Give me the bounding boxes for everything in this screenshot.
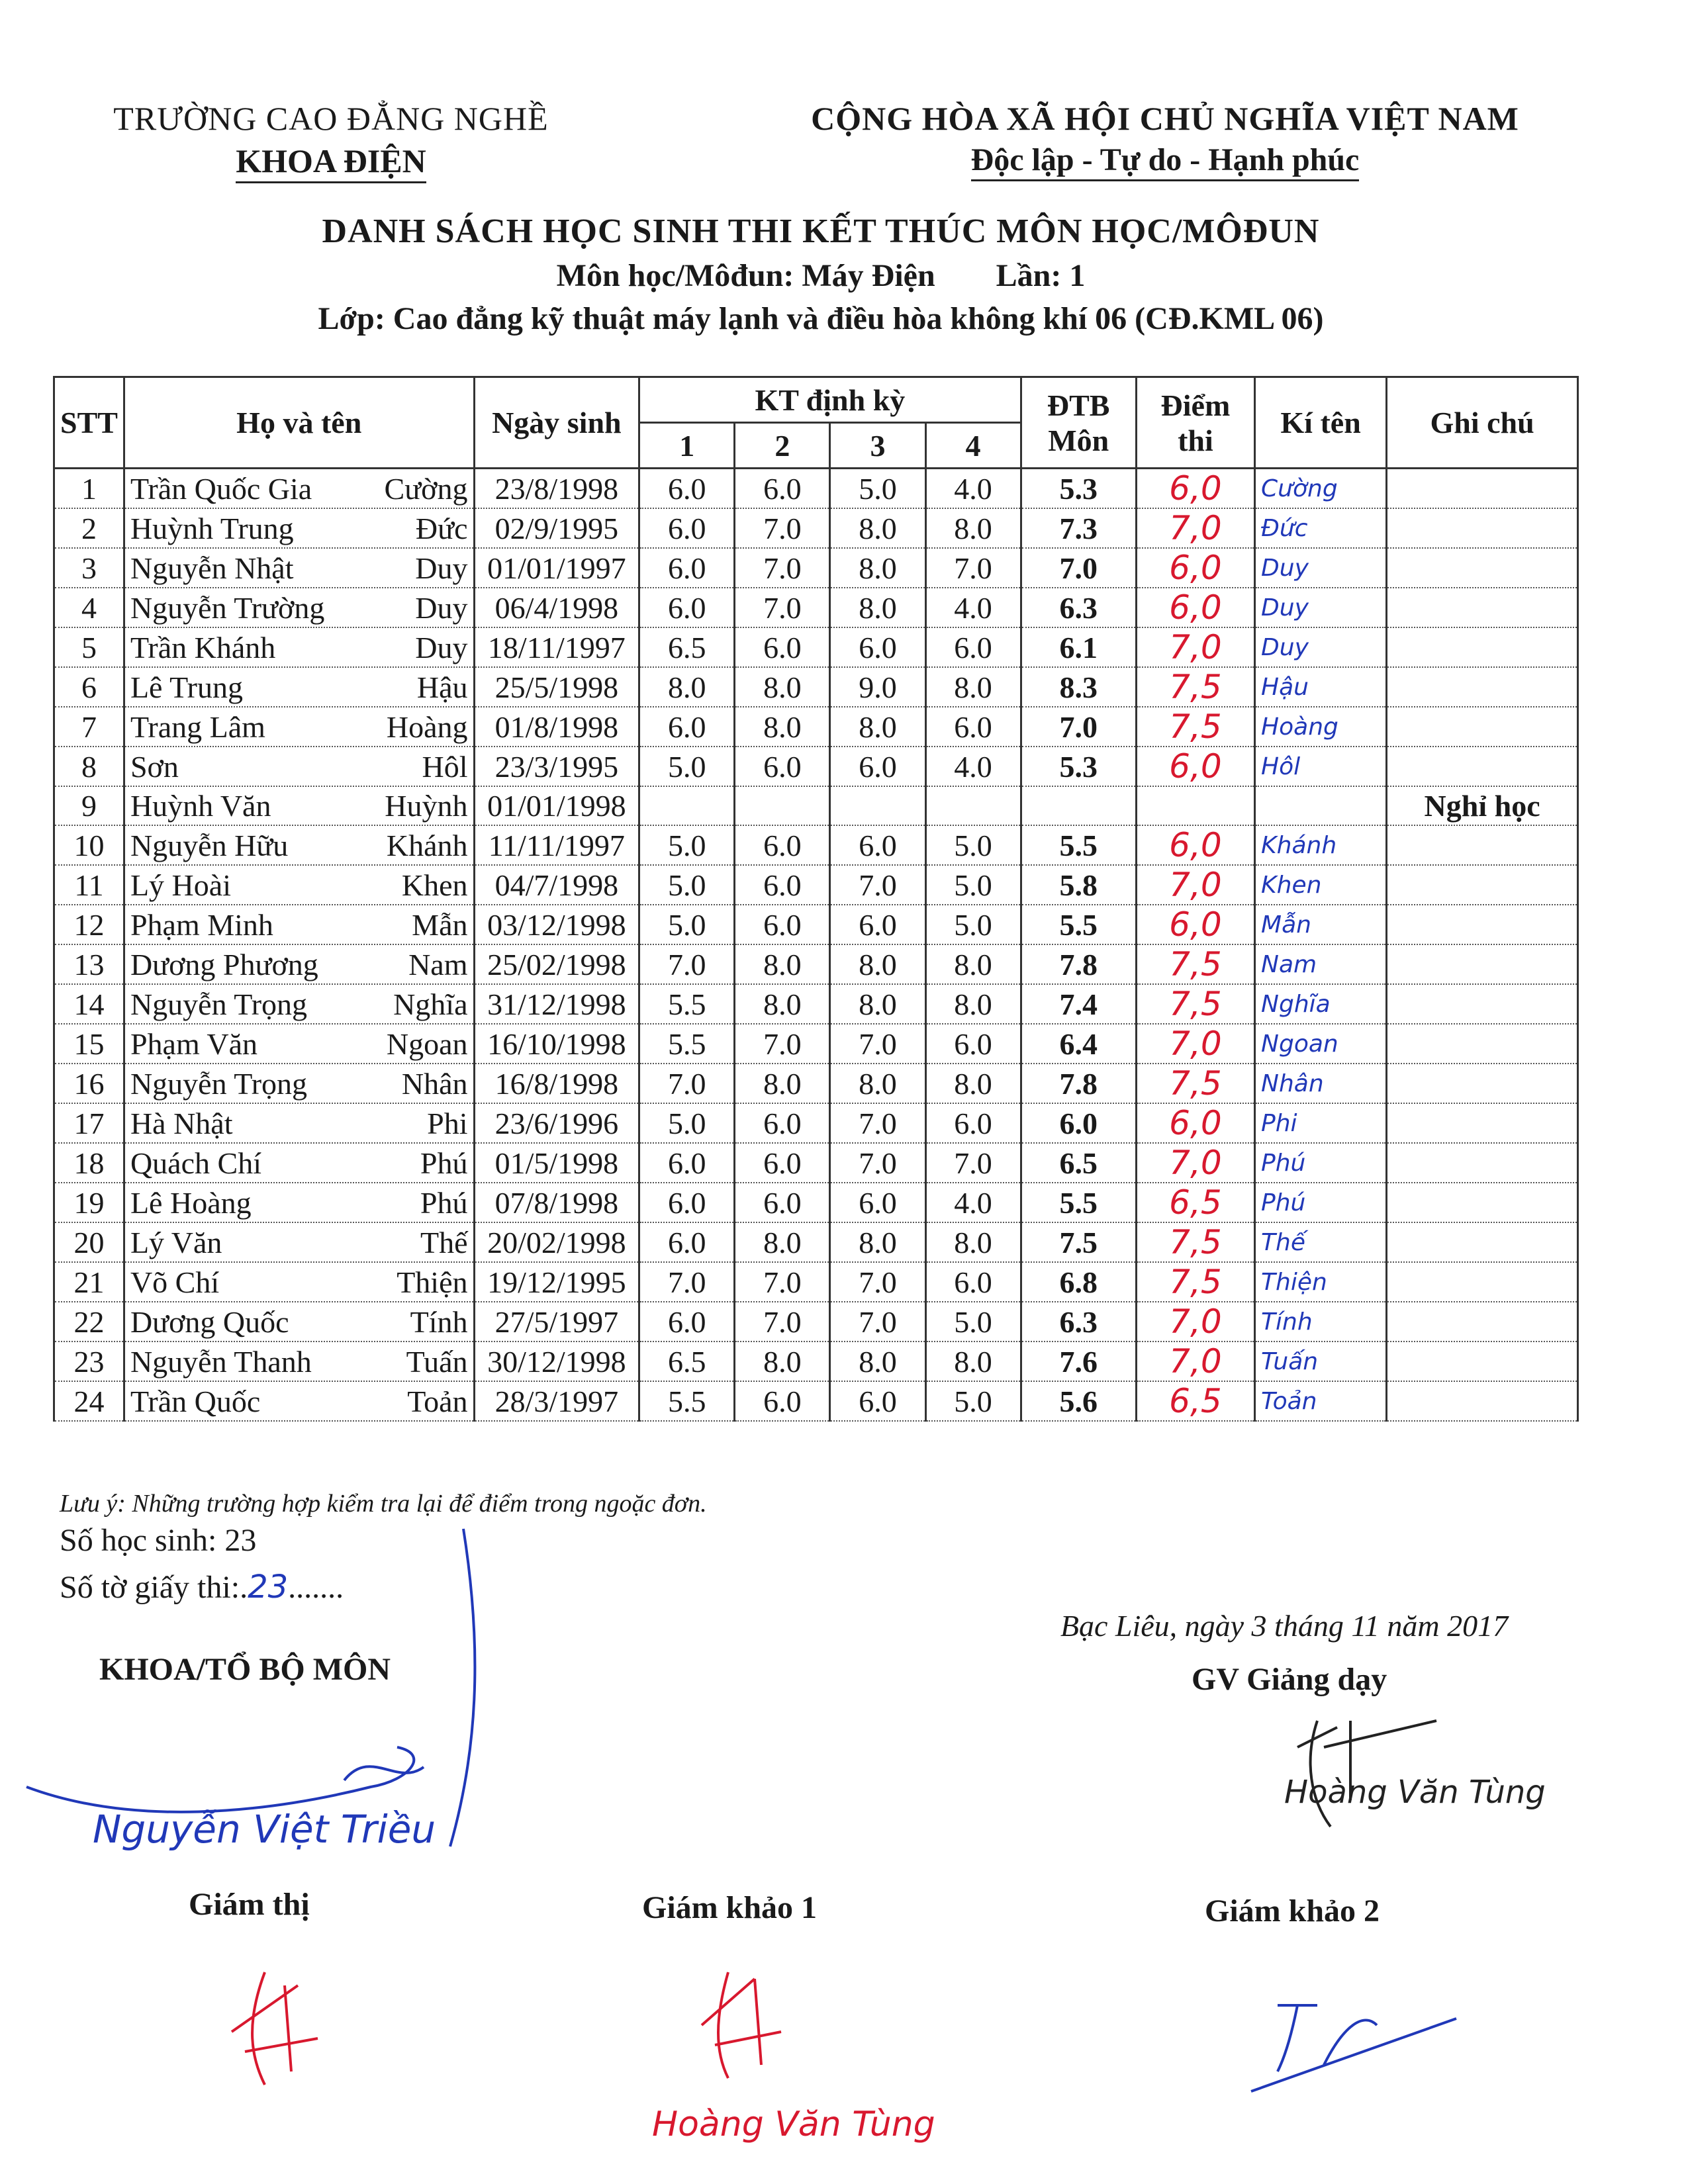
row-kt-2: 8.0 <box>735 1222 830 1262</box>
row-exam-score: 7,5 <box>1136 984 1254 1024</box>
sheet-count-value: 23 <box>248 1569 289 1606</box>
row-last-name: Phạm Văn <box>130 1026 258 1061</box>
row-dob: 07/8/1998 <box>474 1183 639 1222</box>
row-kt-4: 5.0 <box>925 1302 1021 1342</box>
col-sign: Kí tên <box>1255 377 1387 469</box>
row-exam-score: 7,0 <box>1136 508 1254 548</box>
row-signature: Phi <box>1255 1103 1387 1143</box>
row-kt-2: 8.0 <box>735 984 830 1024</box>
dept-signer-signature: Nguyễn Việt Triều <box>93 1807 436 1852</box>
row-first-name: Phú <box>420 1185 468 1220</box>
row-exam-score: 6,5 <box>1136 1381 1254 1421</box>
row-kt-1: 8.0 <box>639 667 735 707</box>
row-kt-2: 6.0 <box>735 1103 830 1143</box>
row-stt: 22 <box>54 1302 124 1342</box>
row-last-name: Nguyễn Trọng <box>130 1066 308 1101</box>
row-kt-3: 7.0 <box>830 1262 925 1302</box>
row-last-name: Lý Hoài <box>130 868 231 902</box>
row-kt-3: 9.0 <box>830 667 925 707</box>
row-last-name: Nguyễn Hữu <box>130 828 289 862</box>
row-dtb: 7.3 <box>1021 508 1136 548</box>
row-kt-2: 6.0 <box>735 627 830 667</box>
row-dtb: 6.3 <box>1021 1302 1136 1342</box>
row-kt-2: 6.0 <box>735 469 830 509</box>
row-dtb: 5.5 <box>1021 905 1136 944</box>
row-kt-3: 6.0 <box>830 1183 925 1222</box>
row-signature: Nghĩa <box>1255 984 1387 1024</box>
row-dtb: 8.3 <box>1021 667 1136 707</box>
examiner2-signature-mark <box>1251 2005 1456 2091</box>
row-exam-score: 7,5 <box>1136 944 1254 984</box>
row-kt-4: 5.0 <box>925 905 1021 944</box>
row-kt-3: 7.0 <box>830 865 925 905</box>
row-kt-4: 8.0 <box>925 944 1021 984</box>
row-dob: 31/12/1998 <box>474 984 639 1024</box>
row-dtb: 7.0 <box>1021 548 1136 588</box>
row-kt-1: 5.0 <box>639 865 735 905</box>
sheet-count-label: Số tờ giấy thi:. <box>60 1570 248 1605</box>
row-kt-3: 8.0 <box>830 508 925 548</box>
row-last-name: Nguyễn Trường <box>130 590 325 625</box>
row-dtb: 5.5 <box>1021 825 1136 865</box>
document-title: DANH SÁCH HỌC SINH THI KẾT THÚC MÔN HỌC/MÔĐUN <box>322 212 1320 250</box>
row-signature: Phú <box>1255 1143 1387 1183</box>
row-stt: 24 <box>54 1381 124 1421</box>
row-stt: 10 <box>54 825 124 865</box>
row-first-name: Tuấn <box>406 1344 468 1379</box>
row-stt: 21 <box>54 1262 124 1302</box>
row-kt-1: 5.5 <box>639 1024 735 1064</box>
row-kt-1: 5.0 <box>639 905 735 944</box>
row-kt-4: 7.0 <box>925 548 1021 588</box>
dept-signature-mark <box>26 1747 424 1812</box>
row-kt-3: 8.0 <box>830 1342 925 1381</box>
row-dtb: 5.3 <box>1021 469 1136 509</box>
row-kt-1: 5.0 <box>639 1103 735 1143</box>
row-dob: 28/3/1997 <box>474 1381 639 1421</box>
row-signature: Toản <box>1255 1381 1387 1421</box>
row-signature: Mẫn <box>1255 905 1387 944</box>
col-kt: KT định kỳ <box>639 377 1021 423</box>
col-note: Ghi chú <box>1387 377 1578 469</box>
row-last-name: Lê Trung <box>130 670 243 704</box>
row-first-name: Duy <box>415 590 468 625</box>
student-count: Số học sinh: 23 <box>60 1523 257 1558</box>
row-stt: 14 <box>54 984 124 1024</box>
row-kt-4: 8.0 <box>925 508 1021 548</box>
col-exam: Điểm thi <box>1136 377 1254 469</box>
row-last-name: Trần Khánh <box>130 630 276 664</box>
row-last-name: Lý Văn <box>130 1225 222 1259</box>
row-kt-4: 8.0 <box>925 1222 1021 1262</box>
row-exam-score: 7,5 <box>1136 1064 1254 1103</box>
row-dtb: 5.3 <box>1021 747 1136 786</box>
row-dob: 18/11/1997 <box>474 627 639 667</box>
row-stt: 5 <box>54 627 124 667</box>
row-kt-2: 7.0 <box>735 548 830 588</box>
row-first-name: Đức <box>415 511 468 545</box>
row-first-name: Mẫn <box>412 907 468 942</box>
row-kt-2: 7.0 <box>735 1024 830 1064</box>
row-kt-1: 5.0 <box>639 747 735 786</box>
row-signature: Duy <box>1255 627 1387 667</box>
attempt-label: Lần: 1 <box>996 258 1086 293</box>
row-stt: 3 <box>54 548 124 588</box>
row-kt-2: 6.0 <box>735 1143 830 1183</box>
nation-name: CỘNG HÒA XÃ HỘI CHỦ NGHĨA VIỆT NAM <box>811 100 1519 137</box>
row-kt-4: 8.0 <box>925 1064 1021 1103</box>
row-dob: 30/12/1998 <box>474 1342 639 1381</box>
row-dob: 23/3/1995 <box>474 747 639 786</box>
row-kt-2: 6.0 <box>735 1381 830 1421</box>
row-dob: 23/6/1996 <box>474 1103 639 1143</box>
examiner1-label: Giám khảo 1 <box>642 1890 818 1925</box>
row-exam-score: 6,0 <box>1136 905 1254 944</box>
row-kt-3: 6.0 <box>830 747 925 786</box>
row-kt-4: 4.0 <box>925 469 1021 509</box>
row-kt-4: 6.0 <box>925 1024 1021 1064</box>
row-kt-1: 6.0 <box>639 1183 735 1222</box>
row-exam-score: 7,5 <box>1136 667 1254 707</box>
row-dob: 04/7/1998 <box>474 865 639 905</box>
row-kt-2: 7.0 <box>735 1302 830 1342</box>
row-exam-score: 6,0 <box>1136 469 1254 509</box>
row-first-name: Tính <box>410 1304 468 1339</box>
row-dob: 27/5/1997 <box>474 1302 639 1342</box>
row-kt-1: 6.0 <box>639 548 735 588</box>
row-first-name: Phú <box>420 1146 468 1180</box>
row-stt: 9 <box>54 786 124 825</box>
row-last-name: Phạm Minh <box>130 907 273 942</box>
row-kt-1: 6.0 <box>639 508 735 548</box>
row-kt-3: 8.0 <box>830 1222 925 1262</box>
proctor-label: Giám thị <box>189 1887 310 1922</box>
row-exam-score: 6,0 <box>1136 747 1254 786</box>
row-signature: Thế <box>1255 1222 1387 1262</box>
row-stt: 2 <box>54 508 124 548</box>
row-dob: 01/01/1997 <box>474 548 639 588</box>
row-kt-2: 6.0 <box>735 865 830 905</box>
row-first-name: Thiện <box>397 1265 468 1299</box>
row-kt-4: 5.0 <box>925 865 1021 905</box>
row-dtb: 7.8 <box>1021 1064 1136 1103</box>
row-signature: Hậu <box>1255 667 1387 707</box>
row-dob: 16/8/1998 <box>474 1064 639 1103</box>
row-last-name: Lê Hoàng <box>130 1185 252 1220</box>
row-first-name: Hậu <box>416 670 468 704</box>
row-first-name: Toản <box>407 1384 468 1418</box>
row-kt-4: 6.0 <box>925 1103 1021 1143</box>
row-exam-score: 6,0 <box>1136 1103 1254 1143</box>
row-kt-3: 6.0 <box>830 1381 925 1421</box>
row-kt-2: 8.0 <box>735 667 830 707</box>
row-exam-score: 6,0 <box>1136 548 1254 588</box>
row-kt-3: 6.0 <box>830 905 925 944</box>
row-last-name: Nguyễn Nhật <box>130 551 294 585</box>
row-first-name: Khánh <box>386 828 468 862</box>
row-kt-4: 4.0 <box>925 588 1021 627</box>
row-exam-score: 7,0 <box>1136 865 1254 905</box>
place-date: Bạc Liêu, ngày 3 tháng 11 năm 2017 <box>1060 1609 1509 1643</box>
row-kt-2: 7.0 <box>735 588 830 627</box>
row-stt: 18 <box>54 1143 124 1183</box>
row-kt-3: 7.0 <box>830 1302 925 1342</box>
row-kt-3: 8.0 <box>830 588 925 627</box>
row-kt-3: 6.0 <box>830 825 925 865</box>
row-exam-score: 6,0 <box>1136 825 1254 865</box>
row-dtb: 5.5 <box>1021 1183 1136 1222</box>
row-dob: 11/11/1997 <box>474 825 639 865</box>
row-signature: Ngoan <box>1255 1024 1387 1064</box>
footnote: Lưu ý: Những trường hợp kiểm tra lại để điểm trong ngoặc đơn. <box>60 1490 707 1518</box>
row-exam-score: 6,5 <box>1136 1183 1254 1222</box>
row-stt: 13 <box>54 944 124 984</box>
row-last-name: Dương Phương <box>130 947 318 981</box>
row-kt-2: 8.0 <box>735 944 830 984</box>
row-exam-score: 7,5 <box>1136 1222 1254 1262</box>
row-kt-2: 6.0 <box>735 905 830 944</box>
row-signature: Khánh <box>1255 825 1387 865</box>
row-kt-1: 7.0 <box>639 1064 735 1103</box>
row-last-name: Võ Chí <box>130 1265 220 1299</box>
row-first-name: Phi <box>427 1106 468 1140</box>
row-last-name: Trang Lâm <box>130 709 265 744</box>
row-first-name: Huỳnh <box>385 789 468 823</box>
row-kt-1: 6.5 <box>639 627 735 667</box>
col-kt-2: 2 <box>735 423 830 469</box>
row-first-name: Thế <box>420 1225 468 1259</box>
row-last-name: Trần Quốc Gia <box>130 471 312 506</box>
row-first-name: Hoàng <box>386 709 468 744</box>
examiner1-signature-mark <box>702 1972 781 2078</box>
row-dtb: 6.5 <box>1021 1143 1136 1183</box>
row-last-name: Quách Chí <box>130 1146 261 1180</box>
row-signature: Nhân <box>1255 1064 1387 1103</box>
row-first-name: Duy <box>415 630 468 664</box>
row-exam-score: 6,0 <box>1136 588 1254 627</box>
col-kt-3: 3 <box>830 423 925 469</box>
row-kt-3: 7.0 <box>830 1143 925 1183</box>
row-kt-2: 8.0 <box>735 1342 830 1381</box>
row-dob: 02/9/1995 <box>474 508 639 548</box>
school-name: TRƯỜNG CAO ĐẲNG NGHỀ <box>113 100 549 137</box>
row-last-name: Sơn <box>130 749 179 784</box>
row-first-name: Nam <box>408 947 468 981</box>
row-kt-4: 6.0 <box>925 707 1021 747</box>
row-exam-score: 7,0 <box>1136 1302 1254 1342</box>
row-stt: 6 <box>54 667 124 707</box>
row-exam-score: 7,0 <box>1136 1143 1254 1183</box>
row-kt-4: 4.0 <box>925 1183 1021 1222</box>
row-kt-2: 7.0 <box>735 1262 830 1302</box>
row-kt-4: 6.0 <box>925 1262 1021 1302</box>
row-signature: Tuấn <box>1255 1342 1387 1381</box>
row-dob: 23/8/1998 <box>474 469 639 509</box>
row-last-name: Dương Quốc <box>130 1304 289 1339</box>
row-signature: Duy <box>1255 548 1387 588</box>
row-first-name: Ngoan <box>386 1026 468 1061</box>
row-kt-4: 8.0 <box>925 1342 1021 1381</box>
row-dtb: 6.8 <box>1021 1262 1136 1302</box>
row-kt-3: 8.0 <box>830 1064 925 1103</box>
row-signature: Thiện <box>1255 1262 1387 1302</box>
row-kt-2: 8.0 <box>735 707 830 747</box>
row-dob: 19/12/1995 <box>474 1262 639 1302</box>
row-stt: 12 <box>54 905 124 944</box>
row-signature: Hoàng <box>1255 707 1387 747</box>
row-kt-1: 6.0 <box>639 469 735 509</box>
row-dtb: 6.1 <box>1021 627 1136 667</box>
row-kt-2: 6.0 <box>735 747 830 786</box>
col-dob: Ngày sinh <box>474 377 639 469</box>
row-kt-4: 6.0 <box>925 627 1021 667</box>
row-signature: Duy <box>1255 588 1387 627</box>
row-kt-3: 7.0 <box>830 1024 925 1064</box>
row-stt: 4 <box>54 588 124 627</box>
row-stt: 11 <box>54 865 124 905</box>
dept-label: KHOA/TỔ BỘ MÔN <box>99 1652 391 1687</box>
row-dob: 01/8/1998 <box>474 707 639 747</box>
row-kt-1: 6.0 <box>639 1143 735 1183</box>
row-kt-1: 5.5 <box>639 1381 735 1421</box>
row-stt: 23 <box>54 1342 124 1381</box>
row-kt-1: 6.5 <box>639 1342 735 1381</box>
row-stt: 7 <box>54 707 124 747</box>
row-last-name: Huỳnh Trung <box>130 511 294 545</box>
row-dob: 16/10/1998 <box>474 1024 639 1064</box>
row-dob: 01/5/1998 <box>474 1143 639 1183</box>
row-dtb: 7.4 <box>1021 984 1136 1024</box>
row-kt-4: 7.0 <box>925 1143 1021 1183</box>
row-kt-1: 6.0 <box>639 1222 735 1262</box>
class-line: Lớp: Cao đẳng kỹ thuật máy lạnh và điều hòa không khí 06 (CĐ.KML 06) <box>318 301 1324 336</box>
row-dtb: 7.8 <box>1021 944 1136 984</box>
row-last-name: Nguyễn Thanh <box>130 1344 312 1379</box>
row-last-name: Nguyễn Trọng <box>130 987 308 1021</box>
row-kt-3: 5.0 <box>830 469 925 509</box>
row-kt-1: 6.0 <box>639 707 735 747</box>
row-kt-4: 5.0 <box>925 1381 1021 1421</box>
row-note: Nghỉ học <box>1387 786 1578 825</box>
col-kt-1: 1 <box>639 423 735 469</box>
row-signature: Cường <box>1255 469 1387 509</box>
row-last-name: Hà Nhật <box>130 1106 233 1140</box>
row-kt-1: 6.0 <box>639 588 735 627</box>
row-dtb: 6.4 <box>1021 1024 1136 1064</box>
row-kt-3: 7.0 <box>830 1103 925 1143</box>
row-stt: 1 <box>54 469 124 509</box>
teacher-label: GV Giảng dạy <box>1192 1662 1387 1697</box>
row-first-name: Nhân <box>401 1066 468 1101</box>
row-kt-3: 6.0 <box>830 627 925 667</box>
row-kt-3: 8.0 <box>830 707 925 747</box>
row-kt-2: 8.0 <box>735 1064 830 1103</box>
row-kt-2: 6.0 <box>735 825 830 865</box>
examiner2-label: Giám khảo 2 <box>1205 1893 1380 1929</box>
row-dtb: 7.0 <box>1021 707 1136 747</box>
row-kt-1: 5.5 <box>639 984 735 1024</box>
row-dtb: 7.5 <box>1021 1222 1136 1262</box>
row-kt-1: 7.0 <box>639 1262 735 1302</box>
row-kt-2: 7.0 <box>735 508 830 548</box>
col-stt: STT <box>54 377 124 469</box>
row-dtb: 5.8 <box>1021 865 1136 905</box>
row-kt-4: 8.0 <box>925 984 1021 1024</box>
row-exam-score: 7,5 <box>1136 707 1254 747</box>
motto: Độc lập - Tự do - Hạnh phúc <box>971 142 1360 181</box>
row-kt-1: 6.0 <box>639 1302 735 1342</box>
row-first-name: Duy <box>415 551 468 585</box>
row-first-name: Hôl <box>422 749 468 784</box>
row-dob: 25/5/1998 <box>474 667 639 707</box>
proctor-signature-mark <box>232 1972 318 2085</box>
row-exam-score: 7,0 <box>1136 627 1254 667</box>
row-dtb: 6.0 <box>1021 1103 1136 1143</box>
row-signature: Phú <box>1255 1183 1387 1222</box>
row-stt: 16 <box>54 1064 124 1103</box>
subject-label: Môn học/Môđun: Máy Điện <box>556 258 935 293</box>
row-kt-1: 5.0 <box>639 825 735 865</box>
row-signature: Khen <box>1255 865 1387 905</box>
row-last-name: Trần Quốc <box>130 1384 261 1418</box>
teacher-signer-signature: Hoàng Văn Tùng <box>1284 1774 1546 1811</box>
teacher-signature-mark <box>1297 1721 1436 1827</box>
row-dtb: 7.6 <box>1021 1342 1136 1381</box>
row-stt: 15 <box>54 1024 124 1064</box>
row-kt-4: 4.0 <box>925 747 1021 786</box>
row-kt-3: 8.0 <box>830 984 925 1024</box>
row-stt: 17 <box>54 1103 124 1143</box>
row-kt-2: 6.0 <box>735 1183 830 1222</box>
row-last-name: Huỳnh Văn <box>130 789 271 823</box>
row-kt-3: 8.0 <box>830 548 925 588</box>
row-kt-3: 8.0 <box>830 944 925 984</box>
row-dob: 06/4/1998 <box>474 588 639 627</box>
row-exam-score: 7,0 <box>1136 1024 1254 1064</box>
row-kt-4: 5.0 <box>925 825 1021 865</box>
row-signature: Hôl <box>1255 747 1387 786</box>
row-dob: 01/01/1998 <box>474 786 639 825</box>
row-first-name: Khen <box>401 868 468 902</box>
row-kt-1: 7.0 <box>639 944 735 984</box>
row-stt: 8 <box>54 747 124 786</box>
row-dtb: 5.6 <box>1021 1381 1136 1421</box>
row-signature: Nam <box>1255 944 1387 984</box>
col-dtb: ĐTB Môn <box>1021 377 1136 469</box>
row-dob: 25/02/1998 <box>474 944 639 984</box>
row-exam-score: 7,5 <box>1136 1262 1254 1302</box>
col-name: Họ và tên <box>124 377 474 469</box>
row-exam-score: 7,0 <box>1136 1342 1254 1381</box>
row-stt: 20 <box>54 1222 124 1262</box>
row-dob: 03/12/1998 <box>474 905 639 944</box>
row-dob: 20/02/1998 <box>474 1222 639 1262</box>
examiner1-signer-signature: Hoàng Văn Tùng <box>652 2105 935 2144</box>
sheet-count-dots: ....... <box>288 1570 344 1605</box>
row-dtb: 6.3 <box>1021 588 1136 627</box>
proctor-bracket-mark <box>450 1529 475 1846</box>
row-stt: 19 <box>54 1183 124 1222</box>
row-kt-4: 8.0 <box>925 667 1021 707</box>
row-signature: Đức <box>1255 508 1387 548</box>
row-first-name: Cường <box>384 471 468 506</box>
row-first-name: Nghĩa <box>393 987 468 1021</box>
col-kt-4: 4 <box>925 423 1021 469</box>
department-name: KHOA ĐIỆN <box>236 142 426 183</box>
row-signature: Tính <box>1255 1302 1387 1342</box>
